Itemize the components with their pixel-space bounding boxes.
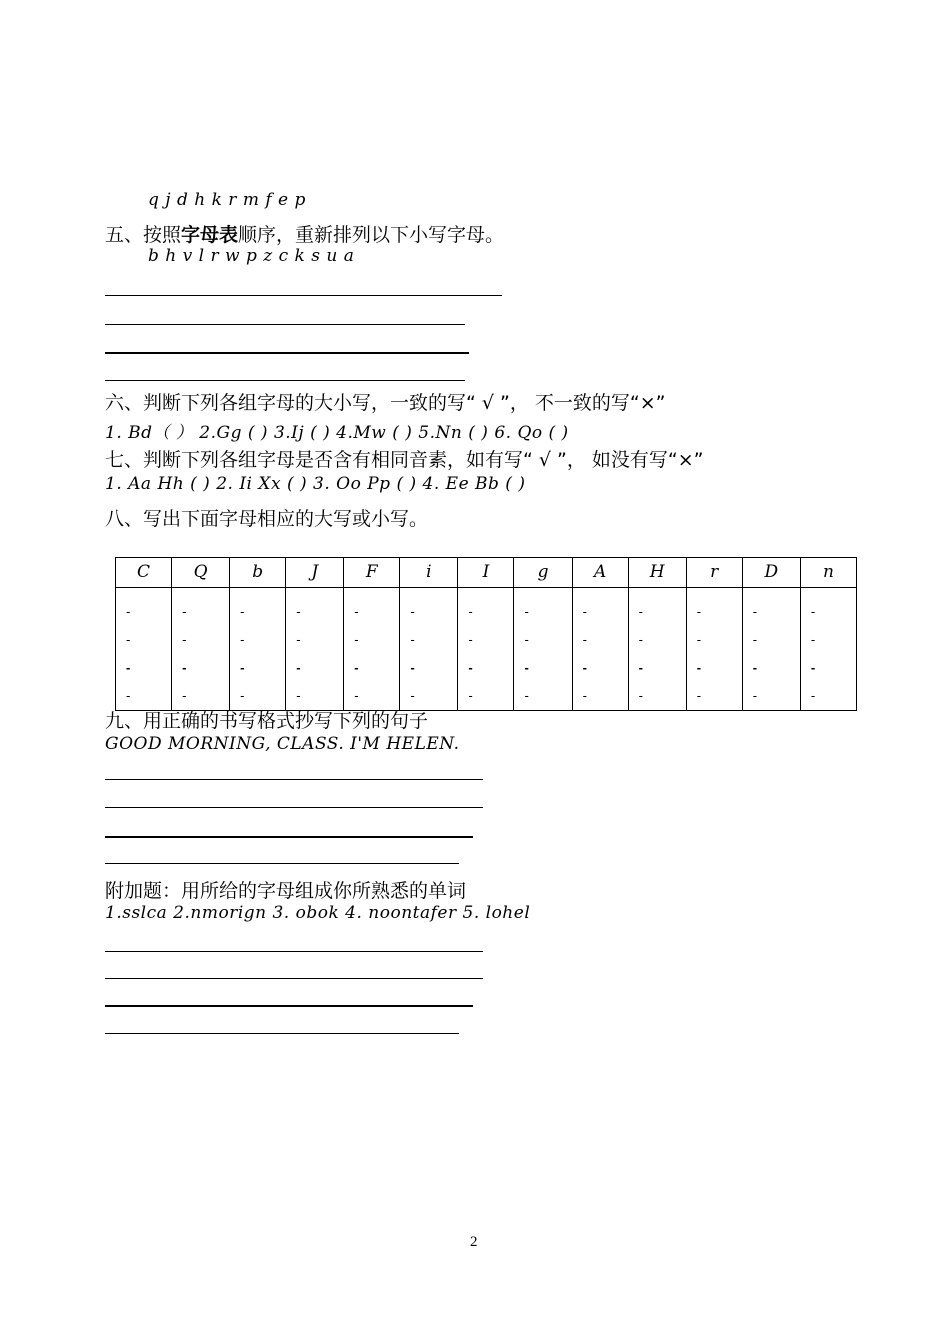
section-5-prefix: 五、按照 xyxy=(105,224,182,246)
writing-guide-dash: - xyxy=(240,604,245,619)
writing-guide-dash: - xyxy=(752,688,758,703)
writing-guide-dash: - xyxy=(696,604,702,619)
answer-line[interactable] xyxy=(105,951,483,952)
writing-guide-dash: - xyxy=(752,660,758,675)
section-9-heading: 九、用正确的书写格式抄写下列的句子 xyxy=(105,710,429,732)
writing-guide-dash: - xyxy=(468,688,473,703)
writing-guide-dash: - xyxy=(582,660,587,675)
writing-guide-dash: - xyxy=(410,632,415,647)
writing-guide-dash: - xyxy=(296,688,301,703)
writing-guide-dash: - xyxy=(354,688,359,703)
writing-guide-dash: - xyxy=(240,688,245,703)
section-5-letters: b h v l r w p z c k s u a xyxy=(148,246,355,266)
writing-guide-dash: - xyxy=(810,604,816,619)
answer-line[interactable] xyxy=(105,295,502,296)
writing-guide-dash: - xyxy=(354,660,359,675)
answer-cell[interactable] xyxy=(230,588,286,711)
writing-guide-dash: - xyxy=(126,632,131,647)
section-5-suffix: 顺序，重新排列以下小写字母。 xyxy=(238,224,505,246)
page-number: 2 xyxy=(470,1234,478,1250)
table-header-row xyxy=(116,558,857,588)
writing-guide-dash: - xyxy=(752,632,758,647)
writing-guide-dash: - xyxy=(752,604,758,619)
letter-cell: Q xyxy=(172,558,230,588)
answer-line[interactable] xyxy=(105,1005,473,1007)
writing-guide-dash: - xyxy=(182,688,187,703)
letter-cell: r xyxy=(686,558,742,588)
letter-cell: H xyxy=(628,558,686,588)
answer-line[interactable] xyxy=(105,324,465,325)
bonus-heading: 附加题：用所给的字母组成你所熟悉的单词 xyxy=(105,880,467,902)
writing-guide-dash: - xyxy=(638,632,643,647)
answer-cell[interactable] xyxy=(572,588,628,711)
answer-line[interactable] xyxy=(105,836,473,838)
writing-guide-dash: - xyxy=(468,604,473,619)
writing-guide-dash: - xyxy=(638,660,643,675)
writing-guide-dash: - xyxy=(410,660,415,675)
answer-cell[interactable] xyxy=(686,588,742,711)
answer-line[interactable] xyxy=(105,978,483,979)
letter-cell: J xyxy=(286,558,344,588)
writing-guide-dash: - xyxy=(410,604,415,619)
section-9-sentence: GOOD MORNING, CLASS. I'M HELEN. xyxy=(105,734,460,754)
writing-guide-dash: - xyxy=(354,632,359,647)
section-7-heading: 七、判断下列各组字母是否含有相同音素，如有写“ √ ”， 如没有写“×” xyxy=(105,449,704,471)
letter-cell: n xyxy=(800,558,856,588)
writing-guide-dash: - xyxy=(638,604,643,619)
writing-guide-dash: - xyxy=(582,604,587,619)
writing-guide-dash: - xyxy=(696,632,702,647)
writing-guide-dash: - xyxy=(810,632,816,647)
writing-guide-dash: - xyxy=(582,688,587,703)
writing-guide-dash: - xyxy=(582,632,587,647)
writing-guide-dash: - xyxy=(296,632,301,647)
writing-guide-dash: - xyxy=(696,660,702,675)
writing-guide-dash: - xyxy=(810,660,816,675)
writing-guide-dash: - xyxy=(296,660,301,675)
letter-cell: F xyxy=(344,558,400,588)
letter-cell: D xyxy=(742,558,800,588)
table-answer-row xyxy=(116,588,857,711)
letter-cell: A xyxy=(572,558,628,588)
writing-guide-dash: - xyxy=(810,688,816,703)
writing-guide-dash: - xyxy=(410,688,415,703)
answer-cell[interactable] xyxy=(344,588,400,711)
answer-line[interactable] xyxy=(105,863,459,864)
writing-guide-dash: - xyxy=(182,632,187,647)
writing-guide-dash: - xyxy=(126,688,131,703)
writing-guide-dash: - xyxy=(524,688,529,703)
section-7-items: 1. Aa Hh ( ) 2. Ii Xx ( ) 3. Oo Pp ( ) 4. Ee Bb ( ) xyxy=(105,474,526,494)
top-letter-sequence: q j d h k r m f e p xyxy=(148,190,306,210)
writing-guide-dash: - xyxy=(468,632,473,647)
writing-guide-dash: - xyxy=(524,632,529,647)
writing-guide-dash: - xyxy=(296,604,301,619)
letter-cell: g xyxy=(514,558,572,588)
answer-cell[interactable] xyxy=(800,588,856,711)
writing-guide-dash: - xyxy=(182,660,187,675)
letter-cell: I xyxy=(458,558,514,588)
writing-guide-dash: - xyxy=(182,604,187,619)
answer-cell[interactable] xyxy=(286,588,344,711)
answer-cell[interactable] xyxy=(172,588,230,711)
answer-cell[interactable] xyxy=(458,588,514,711)
writing-guide-dash: - xyxy=(524,604,529,619)
answer-cell[interactable] xyxy=(400,588,458,711)
answer-cell[interactable] xyxy=(742,588,800,711)
writing-guide-dash: - xyxy=(524,660,529,675)
answer-line[interactable] xyxy=(105,779,483,780)
answer-cell[interactable] xyxy=(628,588,686,711)
section-6-heading: 六、判断下列各组字母的大小写，一致的写“ √ ”， 不一致的写“×” xyxy=(105,392,666,414)
letter-cell: C xyxy=(116,558,172,588)
writing-guide-dash: - xyxy=(126,604,131,619)
section-5-bold-keyword: 字母表 xyxy=(181,224,239,246)
letter-cell: i xyxy=(400,558,458,588)
writing-guide-dash: - xyxy=(126,660,131,675)
section-8-heading: 八、写出下面字母相应的大写或小写。 xyxy=(105,508,429,530)
writing-guide-dash: - xyxy=(240,632,245,647)
answer-line[interactable] xyxy=(105,807,483,808)
answer-line[interactable] xyxy=(105,380,465,381)
letter-cell: b xyxy=(230,558,286,588)
section-6-items: 1. Bd（ ） 2.Gg ( ) 3.Ij ( ) 4.Mw ( ) 5.Nn ( ) 6. Qo ( ) xyxy=(105,423,569,443)
answer-line[interactable] xyxy=(105,352,469,354)
answer-line[interactable] xyxy=(105,1033,459,1034)
writing-guide-dash: - xyxy=(354,604,359,619)
writing-guide-dash: - xyxy=(240,660,245,675)
writing-guide-dash: - xyxy=(468,660,473,675)
answer-cell[interactable] xyxy=(514,588,572,711)
writing-guide-dash: - xyxy=(638,688,643,703)
letter-case-table xyxy=(115,557,857,711)
writing-guide-dash: - xyxy=(696,688,702,703)
bonus-items: 1.sslca 2.nmorign 3. obok 4. noontafer 5. lohel xyxy=(105,903,531,923)
answer-cell[interactable] xyxy=(116,588,172,711)
section-5-heading xyxy=(105,220,504,247)
